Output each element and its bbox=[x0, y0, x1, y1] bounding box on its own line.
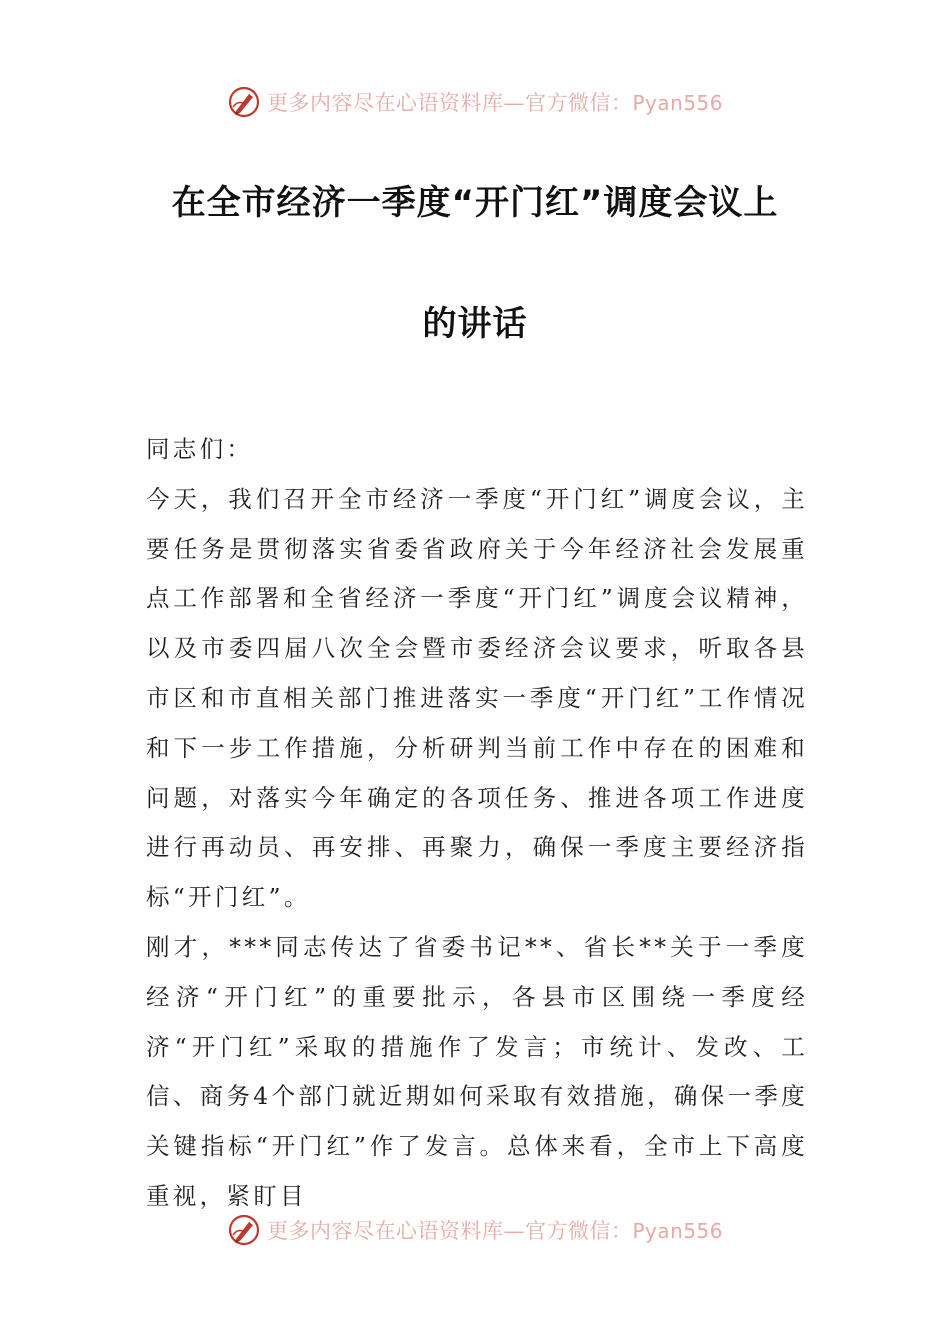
banner-site: 更多内容尽在心语资料库 bbox=[266, 1219, 504, 1243]
pen-logo-icon bbox=[227, 1213, 261, 1247]
banner-text bbox=[267, 87, 723, 117]
banner-wechat-label: 官方微信： bbox=[524, 1219, 633, 1243]
banner-text bbox=[267, 1215, 723, 1245]
footer-banner bbox=[0, 1208, 950, 1252]
pen-logo-icon bbox=[227, 85, 261, 119]
salutation: 同志们： bbox=[146, 435, 254, 463]
paragraph-2: 刚才，***同志传达了省委书记**、省长**关于一季度经济“开门红”的重要批示，各县市区围绕一季度经济“开门红”采取的措施作了发言；市统计、发改、工信、商务4个部门就近期如何采取有效措施，确保一季度关键指标“开门红”作了发言。总体来看，全市上下高度重视，紧盯目 bbox=[146, 932, 808, 1210]
document-body bbox=[146, 425, 808, 1222]
document-title-line-2: 的讲话 bbox=[422, 304, 528, 344]
document-title-line-1: 在全市经济一季度“开门红”调度会议上 bbox=[171, 183, 779, 223]
header-banner bbox=[0, 80, 950, 124]
banner-separator: — bbox=[503, 1219, 525, 1243]
banner-wechat-id: Pyan556 bbox=[632, 1219, 723, 1243]
banner-wechat-id: Pyan556 bbox=[632, 91, 723, 115]
banner-separator: — bbox=[503, 91, 525, 115]
banner-site: 更多内容尽在心语资料库 bbox=[266, 91, 504, 115]
banner-wechat-label: 官方微信： bbox=[524, 91, 633, 115]
paragraph-1: 今天，我们召开全市经济一季度“开门红”调度会议，主要任务是贯彻落实省委省政府关于今年经济社会发展重点工作部署和全省经济一季度“开门红”调度会议精神，以及市委四届八次全会暨市委经济会议要求，听取各县市区和市直相关部门推进落实一季度“开门红”工作情况和下一步工作措施，分析研判当前工作中存在的困难和问题，对落实今年确定的各项任务、推进各项工作进度进行再动员、再安排、再聚力，确保一季度主要经济指标“开门红”。 bbox=[146, 484, 808, 912]
